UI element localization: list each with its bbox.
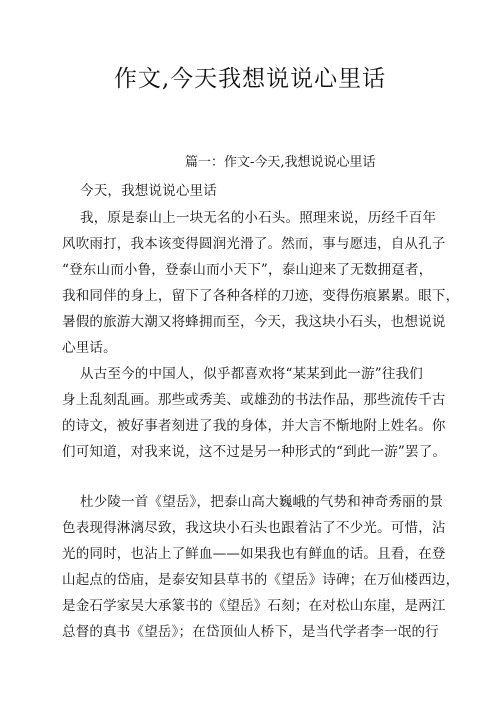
paragraph-1-line-1: 我，原是泰山上一块无名的小石头。照理来说，历经千百年 [80, 210, 437, 226]
document-title: 作文,今天我想说说心里话 [113, 66, 387, 92]
paragraph-1-line-5: 暑假的旅游大潮又将蜂拥而至，今天，我这块小石头，也想说说 [62, 314, 446, 330]
paragraph-2-line-4: 们可知道，对我来说，这不过是另一种形式的“到此一游”罢了。 [62, 444, 447, 460]
paragraph-1-line-2: 风吹雨打，我本该变得圆润光滑了。然而，事与愿违，自从孔子 [62, 236, 446, 252]
paragraph-3-line-4: 山起点的岱庙，是泰安知县草书的《望岳》诗碑；在万仙楼西边， [62, 572, 460, 588]
paragraph-3-line-3: 光的同时，也沾上了鲜血——如果我也有鲜血的话。且看，在登 [62, 546, 446, 562]
paragraph-3-line-5: 是金石学家吴大承篆书的《望岳》石刻；在对松山东崖，是两江 [62, 598, 446, 614]
article-subtitle: 篇一：作文-今天,我想说说心里话 [185, 155, 376, 170]
paragraph-1-line-4: 我和同伴的身上，留下了各种各样的刀迹，变得伤痕累累。眼下， [62, 288, 460, 304]
paragraph-2-line-2: 身上乱刻乱画。那些或秀美、或雄劲的书法作品，那些流传千古 [62, 392, 446, 408]
article-heading-line: 今天，我想说说心里话 [80, 183, 217, 199]
paragraph-1-line-3: “登东山而小鲁，登泰山而小天下”，泰山迎来了无数拥趸者， [62, 262, 433, 278]
paragraph-2-line-1: 从古至今的中国人，似乎都喜欢将“某某到此一游”往我们 [80, 366, 424, 382]
paragraph-3-line-1: 杜少陵一首《望岳》，把泰山高大巍峨的气势和神奇秀丽的景 [80, 494, 444, 510]
paragraph-2-line-3: 的诗文，被好事者刻进了我的身体，并大言不惭地附上姓名。你 [62, 418, 446, 434]
paragraph-1-line-6: 心里话。 [62, 340, 117, 356]
paragraph-3-line-2: 色表现得淋漓尽致，我这块小石头也跟着沾了不少光。可惜，沾 [62, 520, 446, 536]
paragraph-3-line-6: 总督的真书《望岳》；在岱顶仙人桥下，是当代学者李一氓的行 [62, 624, 439, 640]
